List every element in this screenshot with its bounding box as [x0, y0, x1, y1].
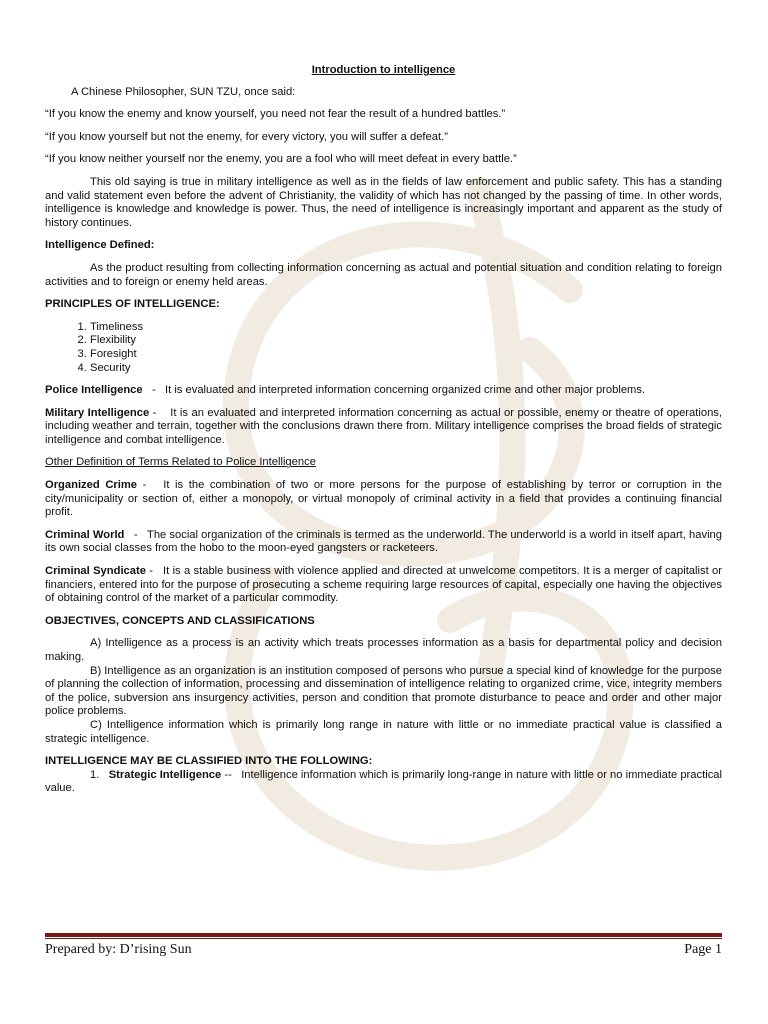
objectives-heading: OBJECTIVES, CONCEPTS AND CLASSIFICATIONS — [45, 614, 315, 627]
criminal-world-definition: Criminal World - The social organization of the criminals is termed as the underworld. The underworld is a world in itself apart, having its own social classes from the hobo to the moon-eyed gangsters or racketeers. — [45, 528, 723, 555]
footer-author: Prepared by: D’rising Sun — [45, 942, 192, 957]
quote-1: “If you know the enemy and know yourself, you need not fear the result of a hundred battles.” — [45, 108, 506, 121]
term-text: It is a stable business with violence applied and directed at unwelcome competitors. It is a merger of capitalist or financiers, entered into for the purpose of prosecuting a scheme requiring large resources of capital, especially one having the objectives of obtaining control of the market of a particular commodity. — [45, 565, 722, 605]
document-title: Introduction to intelligence — [311, 64, 456, 76]
list-item: 1. Timeliness — [90, 321, 722, 335]
other-definitions-heading: Other Definition of Terms Related to Police Intelligence — [45, 456, 316, 469]
principles-list — [45, 321, 722, 375]
footer-divider — [45, 933, 722, 937]
term-label: Criminal World — [45, 528, 125, 541]
quote-2: “If you know yourself but not the enemy, for every victory, you will suffer a defeat.” — [45, 130, 448, 143]
intro-line: A Chinese Philosopher, SUN TZU, once said: — [71, 85, 296, 98]
list-item: 2. Flexibility — [90, 334, 722, 348]
paragraph-intro: This old saying is true in military intelligence as well as in the fields of law enforcement and public safety. This has a standing and valid statement even before the advent of Christianity, the validity of which has not changed by the passing of time. In other words, intelligence is knowledge and knowledge is power. Thus, the need of intelligence is increasingly important and apparent as the study of history continues. — [45, 175, 722, 229]
document-page — [45, 64, 722, 805]
term-text: It is evaluated and interpreted information concerning organized crime and other major problems. — [165, 384, 646, 397]
organized-crime-definition: Organized Crime - It is the combination of two or more persons for the purpose of establishing by terror or corruption in the city/municipality or section of, either a monopoly, or virtual monopoly of criminal activity in a field that provides a continuing financial profit. — [45, 479, 722, 519]
quote-3: “If you know neither yourself nor the enemy, you are a fool who will meet defeat in every battle.” — [45, 153, 517, 166]
term-text: Intelligence information which is primarily long-range in nature with little or no immediate practical value. — [45, 768, 722, 795]
item-number: 1. — [90, 768, 100, 781]
objective-c: C) Intelligence information which is primarily long range in nature with little or no immediate practical value is classified a strategic intelligence. — [45, 718, 722, 745]
defined-heading: Intelligence Defined: — [45, 239, 155, 252]
objective-a: A) Intelligence as a process is an activity which treats processes information as a basis for departmental policy and decision making. — [45, 637, 722, 663]
term-label: Strategic Intelligence — [108, 768, 222, 781]
criminal-syndicate-definition: Criminal Syndicate - It is a stable business with violence applied and directed at unwelcome competitors. It is a merger of capitalist or financiers, entered into for the purpose of prosecuting a scheme requiring large resources of capital, especially one having the objectives of obtaining control of the market of a particular commodity. — [45, 565, 722, 605]
principles-heading: PRINCIPLES OF INTELLIGENCE: — [45, 298, 220, 311]
police-intelligence-definition: Police Intelligence - It is evaluated and interpreted information concerning organized crime and other major problems. — [45, 384, 646, 397]
footer-divider-thin — [45, 938, 722, 939]
classified-heading: INTELLIGENCE MAY BE CLASSIFIED INTO THE FOLLOWING: — [45, 755, 373, 768]
term-text: The social organization of the criminals is termed as the underworld. The underworld is a world in itself apart, having its own social classes from the hobo to the moon-eyed gangsters or racketeers. — [45, 528, 723, 555]
term-text: It is an evaluated and interpreted information concerning as actual or possible, enemy or theatre of operations, including weather and terrain, together with the conclusions drawn there from. Military intelligence comprises the broad fields of strategic intelligence and combat intelligence. — [45, 406, 722, 446]
footer-page-number: Page 1 — [684, 942, 722, 957]
term-label: Criminal Syndicate — [45, 565, 146, 578]
term-text: It is the combination of two or more persons for the purpose of establishing by terror or corruption in the city/municipality or section of, either a monopoly, or virtual monopoly of criminal activity in a field that provides a continuing financial profit. — [45, 479, 722, 519]
list-item: 3. Foresight — [90, 348, 722, 362]
military-intelligence-definition: Military Intelligence - It is an evaluated and interpreted information concerning as actual or possible, enemy or theatre of operations, including weather and terrain, together with the conclusions drawn there from. Military intelligence comprises the broad fields of strategic intelligence and combat intelligence. — [45, 406, 722, 446]
defined-text: As the product resulting from collecting information concerning as actual and potential situation and condition relating to foreign activities and to foreign or enemy held areas. — [45, 261, 722, 288]
classified-item-1: 1. Strategic Intelligence -- Intelligence information which is primarily long-range in nature with little or no immediate practical value. — [45, 768, 722, 795]
term-label: Military Intelligence — [45, 406, 150, 419]
list-item: 4. Security — [90, 362, 722, 376]
term-label: Organized Crime — [45, 479, 138, 492]
objective-b: B) Intelligence as an organization is an institution composed of persons who pursue a special kind of knowledge for the purpose of planning the collection of information, processing and dissemination of intelligence relating to organized crime, vice, integrity members of the police, subversion ans insurgency activities, person and condition that promote disturbance to peace and order and other major police problems. — [45, 664, 722, 718]
term-label: Police Intelligence — [45, 384, 143, 397]
